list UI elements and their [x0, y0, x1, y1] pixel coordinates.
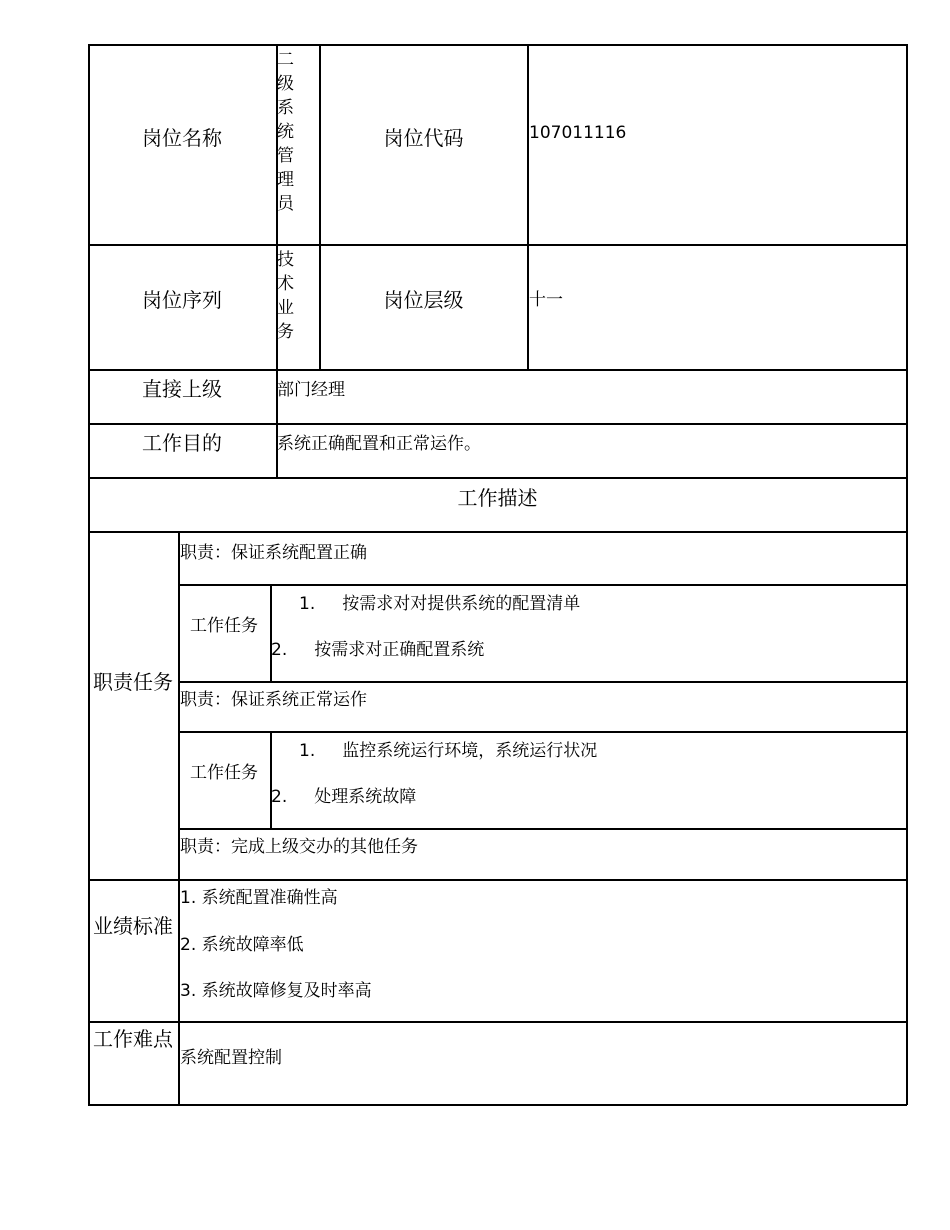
supervisor-label: 直接上级	[142, 377, 222, 401]
row-divider	[88, 244, 907, 246]
post-level-value: 十一	[529, 290, 563, 310]
duties-label: 职责任务	[93, 670, 173, 694]
task-label: 工作任务	[190, 763, 258, 783]
performance-item: 3. 系统故障修复及时率高	[180, 981, 372, 1001]
difficulty-label: 工作难点	[93, 1027, 173, 1051]
row-divider	[178, 681, 907, 683]
duty-title: 职责：保证系统正常运作	[180, 690, 367, 710]
performance-item: 2. 系统故障率低	[180, 935, 304, 955]
duty-title: 职责：完成上级交办的其他任务	[180, 837, 418, 857]
post-code-label: 岗位代码	[383, 126, 464, 150]
post-series-label: 岗位序列	[142, 288, 222, 312]
table-border-right	[906, 44, 908, 1105]
row-divider	[178, 731, 907, 733]
post-series-value: 技术业务	[277, 250, 294, 342]
task-item: 1. 监控系统运行环境，系统运行状况	[299, 741, 598, 761]
task-label: 工作任务	[190, 616, 258, 636]
table-border-bottom	[88, 1104, 907, 1106]
difficulty-value: 系统配置控制	[180, 1048, 282, 1068]
purpose-value: 系统正确配置和正常运作。	[277, 434, 481, 454]
row-divider	[88, 1021, 907, 1023]
purpose-label: 工作目的	[142, 431, 222, 455]
duty-title: 职责：保证系统配置正确	[180, 543, 367, 563]
row-divider	[88, 369, 907, 371]
post-level-label: 岗位层级	[383, 288, 464, 312]
row-divider	[178, 584, 907, 586]
col-divider	[527, 44, 529, 370]
row-divider	[88, 423, 907, 425]
performance-item: 1. 系统配置准确性高	[180, 888, 338, 908]
row-divider	[88, 477, 907, 479]
task-item: 2. 按需求对正确配置系统	[271, 640, 485, 660]
row-divider	[178, 828, 907, 830]
post-name-value: 二级系统管理员	[277, 50, 294, 214]
row-divider	[88, 879, 907, 881]
row-divider	[88, 531, 907, 533]
section-title: 工作描述	[457, 486, 538, 510]
supervisor-value: 部门经理	[277, 380, 345, 400]
task-item: 2. 处理系统故障	[271, 787, 417, 807]
task-item: 1. 按需求对对提供系统的配置清单	[299, 594, 581, 614]
table-border-top	[88, 44, 907, 46]
col-divider	[270, 731, 272, 829]
table-border-left	[88, 44, 90, 1105]
col-divider	[270, 584, 272, 682]
performance-label: 业绩标准	[93, 914, 173, 938]
col-divider	[319, 44, 321, 370]
post-name-label: 岗位名称	[142, 126, 222, 150]
post-code-value: 107011116	[529, 123, 627, 143]
